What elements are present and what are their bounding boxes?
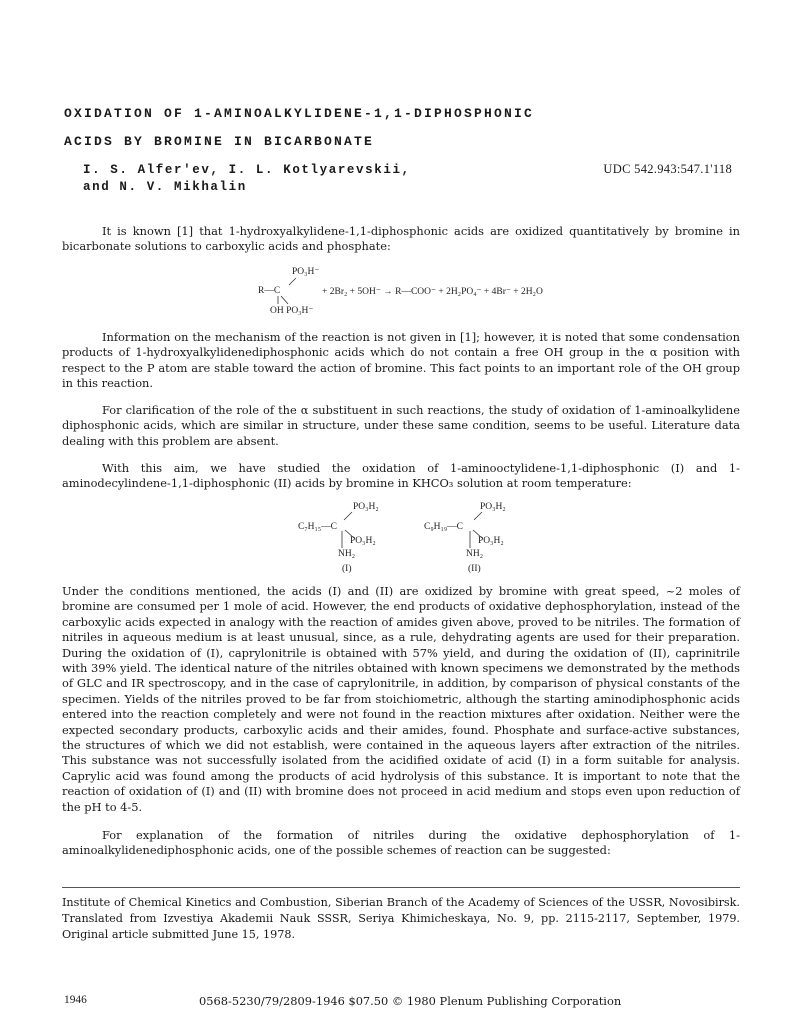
paragraph-scheme: For explanation of the formation of nitriles during the oxidative dephosphorylation of 1-aminoalkylidenediphosphonic acids, one of the possible schemes of reaction can be suggested:	[62, 828, 740, 858]
compound-2-right-group: PO₃H₂	[478, 536, 504, 546]
paragraph-mechanism: Information on the mechanism of the reaction is not given in [1]; however, it is noted that some condensation products of 1-hydroxyalkylidenediphosphonic acids which do not contain a free OH group in the α position with respect to the P atom are stable toward the action of bromine. This fact points to an important role of the OH group in this reaction.	[62, 330, 740, 391]
page-number: 1946	[64, 994, 87, 1006]
compound-2-carbon: C₉H₁₉—C	[424, 522, 463, 532]
title-line-1: OXIDATION OF 1-AMINOALKYLIDENE-1,1-DIPHOSPHONIC	[64, 106, 535, 121]
structure-compound-2	[424, 498, 544, 578]
paragraph-aim: With this aim, we have studied the oxidation of 1-aminooctylidene-1,1-diphosphonic (I) and 1-aminodecylindene-1,1-diphosphonic (II) acids by bromine in KHCO₃ solution at room temperature:	[62, 461, 740, 491]
authors-line-2: and N. V. Mikhalin	[83, 180, 247, 194]
compound-2-amine: NH₂	[466, 549, 484, 559]
title-line-2: ACIDS BY BROMINE IN BICARBONATE	[64, 134, 375, 149]
compound-2-top-group: PO₃H₂	[480, 502, 506, 512]
compound-1-right-group: PO₃H₂	[350, 536, 376, 546]
eq1-bottom-groups: OH PO₃H⁻	[270, 306, 314, 316]
eq1-central-carbon: R—C	[258, 286, 281, 296]
paragraph-clarification: For clarification of the role of the α substituent in such reactions, the study of oxidation of 1-aminoalkylidene diphosphonic acids, which are similar in structure, under these same condition, seems to be useful. Literature data dealing with this problem are absent.	[62, 403, 740, 448]
structure-compound-1	[298, 498, 418, 578]
authors-line-1: I. S. Alfer'ev, I. L. Kotlyarevskii,	[83, 163, 411, 177]
udc-code: UDC 542.943:547.1'118	[603, 162, 732, 176]
eq1-top-group: PO₃H⁻	[292, 267, 320, 277]
footnote-divider	[62, 887, 740, 888]
compound-1-label: (I)	[342, 564, 352, 574]
reaction-equation-1	[258, 262, 598, 318]
copyright-line: 0568-5230/79/2809-1946 $07.50 © 1980 Plenum Publishing Corporation	[199, 994, 622, 1008]
compound-1-top-group: PO₃H₂	[353, 502, 379, 512]
article-title	[64, 100, 534, 156]
compound-1-amine: NH₂	[338, 549, 356, 559]
affiliation-footnote: Institute of Chemical Kinetics and Combustion, Siberian Branch of the Academy of Sciences of the USSR, Novosibirsk. Translated from Izvestiya Akademii Nauk SSSR, Seriya Khimicheskaya, No. 9, pp. 2115-2117, September, 1979. Original article submitted June 15, 1978.	[62, 896, 740, 941]
compound-1-carbon: C₇H₁₅—C	[298, 522, 337, 532]
author-list	[83, 162, 411, 196]
compound-2-label: (II)	[468, 564, 481, 574]
paragraph-intro: It is known [1] that 1-hydroxyalkylidene-1,1-diphosphonic acids are oxidized quantitatively by bromine in bicarbonate solutions to carboxylic acids and phosphate:	[62, 224, 740, 254]
paragraph-results: Under the conditions mentioned, the acids (I) and (II) are oxidized by bromine with great speed, ~2 moles of bromine are consumed per 1 mole of acid. However, the end products of oxidative dephosphorylation, instead of the carboxylic acids expected in analogy with the reaction of amides given above, proved to be nitriles. The formation of nitriles in aqueous medium is at least unusual, since, as a rule, dehydrating agents are used for their preparation. During the oxidation of (I), caprylonitrile is obtained with 57% yield, and during the oxidation of (II), caprinitrile with 39% yield. The identical nature of the nitriles obtained with known specimens we demonstrated by the methods of GLC and IR spectroscopy, and in the case of caprylonitrile, in addition, by comparison of physical constants of the specimen. Yields of the nitriles proved to be far from stoichiometric, although the starting aminodiphosphonic acids entered into the reaction completely and were not found in the reaction mixtures after oxidation. Neither were the expected secondary products, carboxylic acids and their amides, found. Phosphate and surface-active substances, the structures of which we did not establish, were contained in the aqueous layers after extraction of the nitriles. This substance was not successfully isolated from the acidified oxidate of acid (I) in a form suitable for analysis. Caprylic acid was found among the products of acid hydrolysis of this substance. It is important to note that the reaction of oxidation of (I) and (II) with bromine does not proceed in acid medium and stops even upon reduction of the pH to 4-5.	[62, 584, 740, 814]
eq1-reaction-rhs: + 2Br₂ + 5OH⁻ → R—COO⁻ + 2H₂PO₄⁻ + 4Br⁻ + 2H₂O	[322, 287, 543, 297]
